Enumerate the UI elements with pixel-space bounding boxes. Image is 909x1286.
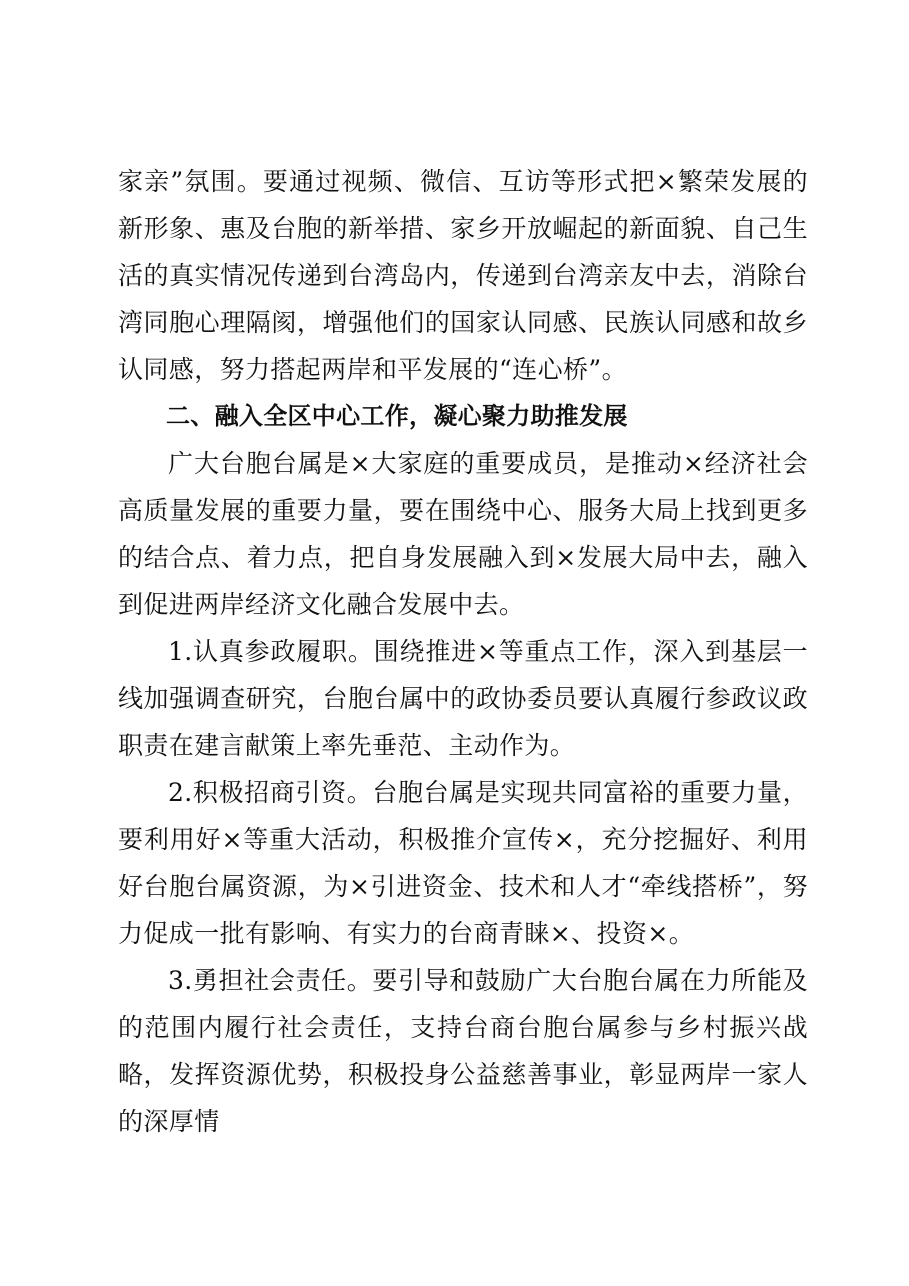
section-heading: 二、融入全区中心工作，凝心聚力助推发展 xyxy=(166,402,628,430)
paragraph-intro: 广大台胞台属是×大家庭的重要成员，是推动×经济社会高质量发展的重要力量，要在围绕中心、服务大局上找到更多的结合点、着力点，把自身发展融入到×发展大局中去，融入到促进两岸经济文化融合发展中去。 xyxy=(118,449,808,619)
document-body xyxy=(118,158,808,1145)
paragraph-item-1: 1.认真参政履职。围绕推进×等重点工作，深入到基层一线加强调查研究，台胞台属中的政协委员要认真履行参政议政职责在建言献策上率先垂范、主动作为。 xyxy=(118,637,808,760)
paragraph-item-3: 3.勇担社会责任。要引导和鼓励广大台胞台属在力所能及的范围内履行社会责任，支持台商台胞台属参与乡村振兴战略，发挥资源优势，积极投身公益慈善事业，彰显两岸一家人的深厚情 xyxy=(118,966,808,1136)
paragraph-item-2: 2.积极招商引资。台胞台属是实现共同富裕的重要力量，要利用好×等重大活动，积极推介宣传×，充分挖掘好、利用好台胞台属资源，为×引进资金、技术和人才“牵线搭桥”，努力促成一批有影响、有实力的台商青睐×、投资×。 xyxy=(118,778,808,948)
paragraph-continuation: 家亲”氛围。要通过视频、微信、互访等形式把×繁荣发展的新形象、惠及台胞的新举措、家乡开放崛起的新面貌、自己生活的真实情况传递到台湾岛内，传递到台湾亲友中去，消除台湾同胞心理隔阂，增强他们的国家认同感、民族认同感和故乡认同感，努力搭起两岸和平发展的“连心桥”。 xyxy=(118,167,808,384)
